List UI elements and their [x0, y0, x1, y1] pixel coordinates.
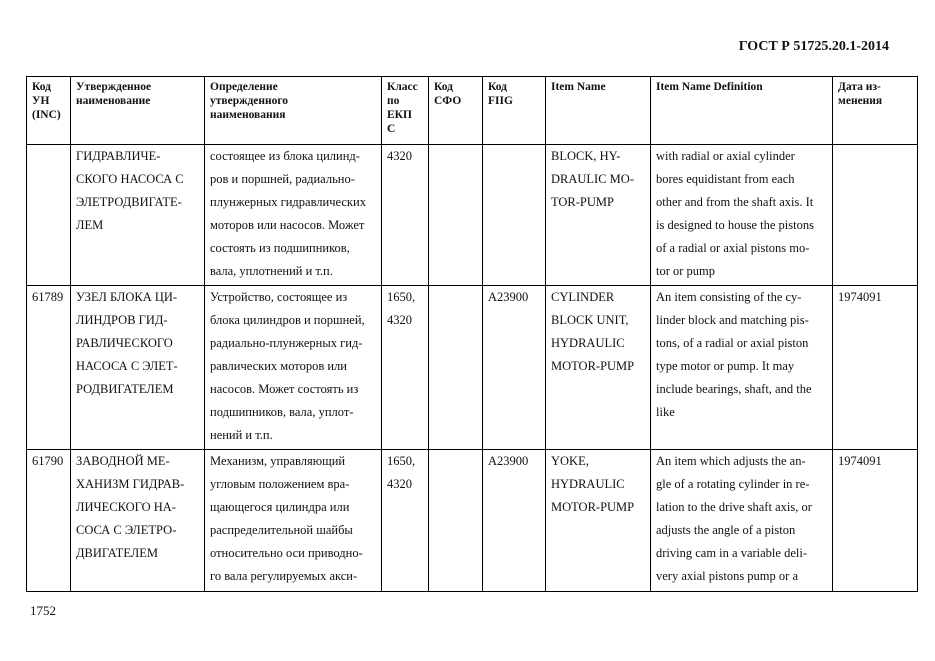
cell-line: like: [656, 405, 675, 419]
header-line: (INC): [32, 109, 61, 121]
header-line: Код: [434, 81, 454, 93]
header-line: Класс: [387, 81, 418, 93]
header-line: УН: [32, 95, 50, 107]
inc-cell: 61790: [27, 450, 71, 592]
date-cell: 1974091: [833, 286, 918, 450]
item-name-cell: [546, 286, 651, 450]
cell-line: Устройство, состоящее из: [210, 290, 348, 304]
catalog-table: [26, 76, 918, 592]
cell-line: driving cam in a variable deli-: [656, 546, 807, 560]
cell-line: равлических моторов или: [210, 359, 347, 373]
class-cell: [382, 286, 429, 450]
cell-line: плунжерных гидравлических: [210, 195, 366, 209]
cell-line: BLOCK UNIT,: [551, 313, 629, 327]
header-cell: [382, 77, 429, 145]
cell-line: HYDRAULIC: [551, 477, 625, 491]
header-line: С: [387, 123, 396, 135]
fiig-cell: [483, 145, 546, 286]
header-line: наименование: [76, 95, 151, 107]
definition-cell: [205, 286, 382, 450]
header-line: Item Name: [551, 81, 606, 93]
table-row: [27, 286, 918, 450]
class-cell: [382, 145, 429, 286]
name-cell: [71, 450, 205, 592]
sfo-cell: [429, 450, 483, 592]
cell-line: gle of a rotating cylinder in re-: [656, 477, 810, 491]
date-cell: [833, 145, 918, 286]
cell-line: CYLINDER: [551, 290, 615, 304]
cell-line: РАВЛИЧЕСКОГО: [76, 336, 173, 350]
cell-line: type motor or pump. It may: [656, 359, 795, 373]
table-header-row: [27, 77, 918, 145]
cell-line: very axial pistons pump or a: [656, 569, 798, 583]
header-line: Дата из-: [838, 81, 881, 93]
cell-line: of a radial or axial pistons mo-: [656, 241, 810, 255]
cell-line: MOTOR-PUMP: [551, 359, 635, 373]
header-line: Утвержденное: [76, 81, 152, 93]
header-line: по: [387, 95, 400, 107]
cell-line: щающегося цилиндра или: [210, 500, 350, 514]
cell-line: распределительной шайбы: [210, 523, 353, 537]
cell-line: нений и т.п.: [210, 428, 273, 442]
date-cell: 1974091: [833, 450, 918, 592]
inc-cell: [27, 145, 71, 286]
header-line: Определение: [210, 81, 278, 93]
cell-line: linder block and matching pis-: [656, 313, 809, 327]
header-line: менения: [838, 95, 883, 107]
cell-line: 4320: [387, 477, 412, 491]
cell-line: TOR-PUMP: [551, 195, 614, 209]
cell-line: подшипников, вала, уплот-: [210, 405, 354, 419]
cell-line: tor or pump: [656, 264, 716, 278]
header-cell: [651, 77, 833, 145]
cell-line: ЛЕМ: [76, 218, 104, 232]
header-line: ЕКП: [387, 109, 412, 121]
header-cell: [205, 77, 382, 145]
cell-line: моторов или насосов. Может: [210, 218, 365, 232]
cell-line: насосов. Может состоять из: [210, 382, 359, 396]
item-name-cell: [546, 450, 651, 592]
cell-line: НАСОСА С ЭЛЕТ-: [76, 359, 178, 373]
table-row: [27, 145, 918, 286]
sfo-cell: [429, 286, 483, 450]
cell-line: 4320: [387, 149, 412, 163]
fiig-cell: A23900: [483, 286, 546, 450]
cell-line: УЗЕЛ БЛОКА ЦИ-: [76, 290, 178, 304]
item-definition-cell: [651, 450, 833, 592]
header-line: СФО: [434, 95, 462, 107]
page-number: 1752: [30, 603, 56, 618]
cell-line: угловым положением вра-: [210, 477, 350, 491]
header-line: утвержденного: [210, 95, 289, 107]
cell-line: ЭЛЕТРОДВИГАТЕ-: [76, 195, 182, 209]
header-line: Item Name Definition: [656, 81, 763, 93]
cell-line: DRAULIC MO-: [551, 172, 634, 186]
cell-line: вала, уплотнений и т.п.: [210, 264, 333, 278]
cell-line: го вала регулируемых акси-: [210, 569, 358, 583]
cell-line: ЗАВОДНОЙ МЕ-: [76, 454, 170, 468]
name-cell: [71, 145, 205, 286]
sfo-cell: [429, 145, 483, 286]
header-line: Код: [488, 81, 508, 93]
cell-line: lation to the drive shaft axis, or: [656, 500, 812, 514]
cell-line: блока цилиндров и поршней,: [210, 313, 365, 327]
definition-cell: [205, 145, 382, 286]
cell-line: СОСА С ЭЛЕТРО-: [76, 523, 177, 537]
header-line: Код: [32, 81, 52, 93]
fiig-cell: A23900: [483, 450, 546, 592]
header-cell: [429, 77, 483, 145]
cell-line: YOKE,: [551, 454, 589, 468]
cell-line: BLOCK, HY-: [551, 149, 621, 163]
cell-line: относительно оси приводно-: [210, 546, 363, 560]
document-code: ГОСТ Р 51725.20.1-2014: [738, 39, 889, 54]
cell-line: радиально-плунжерных гид-: [210, 336, 363, 350]
header-cell: [71, 77, 205, 145]
cell-line: Механизм, управляющий: [210, 454, 346, 468]
cell-line: состоящее из блока цилинд-: [210, 149, 360, 163]
cell-line: СКОГО НАСОСА С: [76, 172, 184, 186]
cell-line: tons, of a radial or axial piston: [656, 336, 809, 350]
cell-line: 1650,: [387, 290, 416, 304]
item-name-cell: [546, 145, 651, 286]
item-definition-cell: [651, 286, 833, 450]
item-definition-cell: [651, 145, 833, 286]
cell-line: состоять из подшипников,: [210, 241, 350, 255]
table-row: [27, 450, 918, 592]
cell-line: ЛИНДРОВ ГИД-: [76, 313, 168, 327]
cell-line: ЛИЧЕСКОГО НА-: [76, 500, 176, 514]
cell-line: 4320: [387, 313, 412, 327]
cell-line: include bearings, shaft, and the: [656, 382, 812, 396]
cell-line: other and from the shaft axis. It: [656, 195, 814, 209]
cell-line: An item consisting of the cy-: [656, 290, 802, 304]
header-cell: [483, 77, 546, 145]
cell-line: HYDRAULIC: [551, 336, 625, 350]
header-line: FIIG: [488, 95, 513, 107]
cell-line: An item which adjusts the an-: [656, 454, 806, 468]
cell-line: ГИДРАВЛИЧЕ-: [76, 149, 161, 163]
cell-line: bores equidistant from each: [656, 172, 795, 186]
cell-line: adjusts the angle of a piston: [656, 523, 796, 537]
header-cell: [27, 77, 71, 145]
inc-cell: 61789: [27, 286, 71, 450]
name-cell: [71, 286, 205, 450]
cell-line: ров и поршней, радиально-: [210, 172, 355, 186]
cell-line: ХАНИЗМ ГИДРАВ-: [76, 477, 185, 491]
cell-line: with radial or axial cylinder: [656, 149, 795, 163]
cell-line: MOTOR-PUMP: [551, 500, 635, 514]
cell-line: РОДВИГАТЕЛЕМ: [76, 382, 174, 396]
cell-line: ДВИГАТЕЛЕМ: [76, 546, 159, 560]
class-cell: [382, 450, 429, 592]
header-line: наименования: [210, 109, 286, 121]
cell-line: 1650,: [387, 454, 416, 468]
header-cell: [546, 77, 651, 145]
definition-cell: [205, 450, 382, 592]
header-cell: [833, 77, 918, 145]
cell-line: is designed to house the pistons: [656, 218, 814, 232]
